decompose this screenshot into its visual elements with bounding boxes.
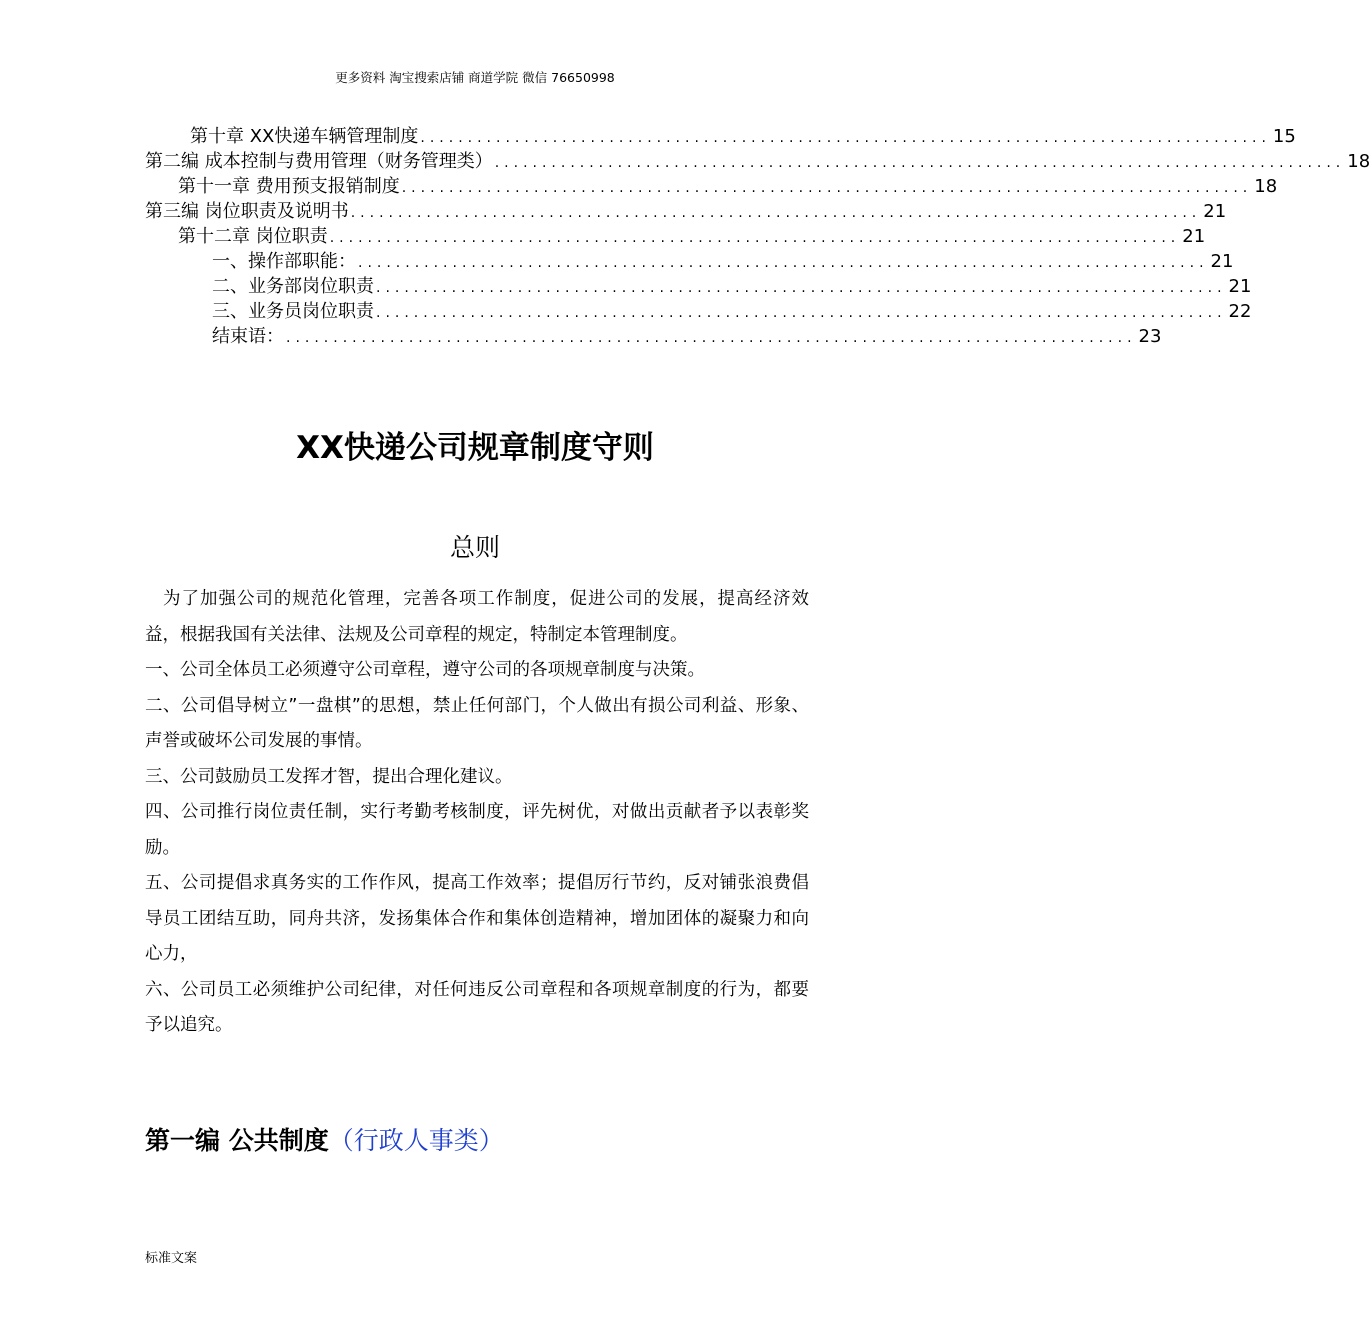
document-title: XX快递公司规章制度守则 — [296, 430, 654, 466]
toc-entry-page: 18 — [1254, 176, 1278, 197]
paragraph: 四、公司推行岗位责任制，实行考勤考核制度，评先树优，对做出贡献者予以表彰奖励。 — [145, 802, 809, 858]
part-title-main: 第一编 公共制度 — [145, 1126, 329, 1155]
paragraph: 六、公司员工必须维护公司纪律，对任何违反公司章程和各项规章制度的行为，都要予以追究。 — [145, 979, 809, 1035]
toc-entry-label: 二、业务部岗位职责 — [212, 276, 374, 297]
toc-leader-dots: .......................................................................................... — [350, 205, 1202, 221]
toc-entry[interactable] — [145, 149, 1370, 174]
paragraph: 三、公司鼓励员工发挥才智，提出合理化建议。 — [145, 766, 513, 787]
toc-leader-dots: .......................................................................................... — [286, 330, 1137, 346]
toc-entry-page: 23 — [1138, 326, 1162, 347]
footer-note: 标准文案 — [145, 1251, 198, 1266]
paragraph: 一、公司全体员工必须遵守公司章程，遵守公司的各项规章制度与决策。 — [145, 660, 705, 680]
table-of-contents — [145, 124, 1370, 349]
toc-entry[interactable] — [145, 249, 1234, 274]
toc-entry-label: 三、业务员岗位职责 — [212, 301, 374, 322]
toc-entry-page: 21 — [1182, 226, 1206, 247]
toc-leader-dots: .......................................................................................... — [376, 280, 1227, 296]
toc-entry-label: 结束语： — [212, 326, 284, 347]
toc-entry[interactable] — [145, 174, 1278, 199]
section-title: 总则 — [449, 533, 500, 562]
toc-leader-dots: .......................................................................................... — [358, 255, 1209, 271]
toc-entry-label: 第十一章 费用预支报销制度 — [178, 176, 400, 197]
toc-entry[interactable] — [145, 274, 1252, 299]
toc-entry[interactable] — [145, 224, 1206, 249]
paragraph: 为了加强公司的规范化管理，完善各项工作制度，促进公司的发展，提高经济效益，根据我国有关法律、法规及公司章程的规定，特制定本管理制度。 — [145, 589, 809, 645]
toc-entry-page: 22 — [1228, 301, 1252, 322]
part-title-category: （行政人事类） — [328, 1126, 504, 1155]
toc-leader-dots: .......................................................................................... — [401, 180, 1253, 196]
toc-entry-label: 第十章 XX快递车辆管理制度 — [190, 126, 419, 147]
toc-entry-label: 一、操作部职能： — [212, 251, 356, 272]
toc-leader-dots: .......................................................................................... — [494, 155, 1346, 171]
toc-entry-label: 第二编 成本控制与费用管理（财务管理类） — [145, 151, 493, 172]
toc-entry[interactable] — [145, 324, 1162, 349]
part-title — [145, 1118, 504, 1164]
toc-entry-page: 18 — [1347, 151, 1370, 172]
toc-entry-page: 15 — [1272, 126, 1296, 147]
body-text — [145, 582, 809, 1044]
toc-entry-label: 第三编 岗位职责及说明书 — [145, 201, 349, 222]
paragraph: 二、公司倡导树立”一盘棋”的思想，禁止任何部门，个人做出有损公司利益、形象、声誉或破坏公司发展的事情。 — [145, 695, 809, 751]
toc-leader-dots: .......................................................................................... — [420, 130, 1271, 146]
header-note: 更多资料 淘宝搜索店铺 商道学院 微信 76650998 — [335, 70, 615, 85]
toc-entry-page: 21 — [1203, 201, 1227, 222]
toc-entry-page: 21 — [1228, 276, 1252, 297]
toc-leader-dots: .......................................................................................... — [376, 305, 1227, 321]
toc-entry[interactable] — [145, 124, 1296, 149]
toc-entry[interactable] — [145, 299, 1252, 324]
toc-entry-page: 21 — [1210, 251, 1234, 272]
paragraph: 五、公司提倡求真务实的工作作风，提高工作效率；提倡厉行节约，反对铺张浪费倡导员工团结互助，同舟共济，发扬集体合作和集体创造精神，增加团体的凝聚力和向心力， — [145, 873, 809, 964]
toc-leader-dots: .......................................................................................... — [329, 230, 1181, 246]
toc-entry[interactable] — [145, 199, 1227, 224]
toc-entry-label: 第十二章 岗位职责 — [178, 226, 328, 247]
